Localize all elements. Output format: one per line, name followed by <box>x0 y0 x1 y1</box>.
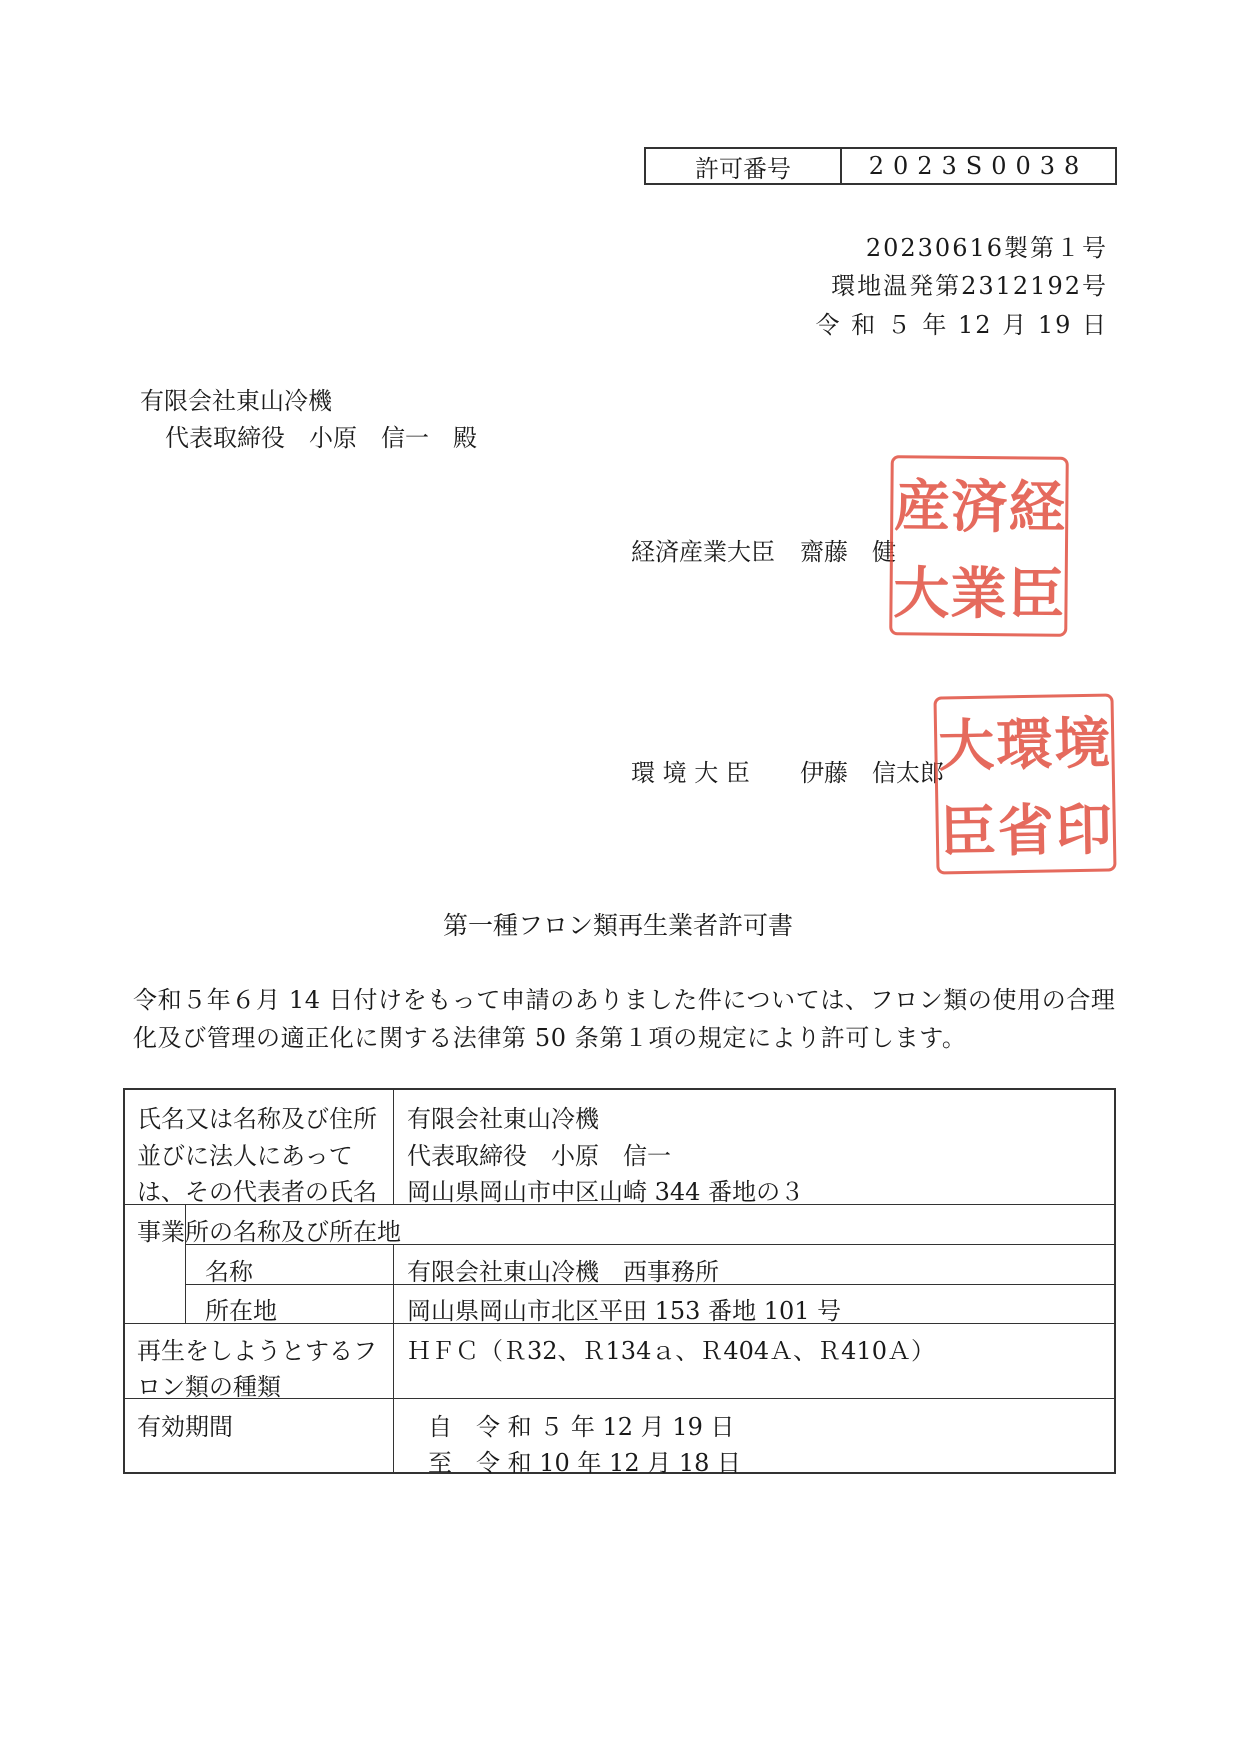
office-header: 事業所の名称及び所在地 <box>137 1218 401 1246</box>
fluorocarbon-header-line-2: ロン類の種類 <box>137 1373 281 1401</box>
fluorocarbon-header-line-1: 再生をしようとするフ <box>137 1337 377 1365</box>
addressee-company: 有限会社東山冷機 <box>140 387 332 415</box>
validity-to: 至 令 和 10 年 12 月 18 日 <box>428 1449 742 1477</box>
issue-date: 令 和 ５ 年 12 月 19 日 <box>815 311 1108 339</box>
environment-minister-seal: 大 環 境 臣 省 印 <box>933 693 1116 874</box>
minister-2-name: 伊藤 信太郎 <box>800 759 944 787</box>
minister-1-name: 齋藤 健 <box>800 538 896 566</box>
permit-number-label: 許可番号 <box>646 149 842 183</box>
body-line-2: 化及び管理の適正化に関する法律第 50 条第１項の規定により許可します。 <box>133 1024 967 1052</box>
validity-from: 自 令 和 ５ 年 12 月 19 日 <box>428 1413 735 1441</box>
applicant-address: 岡山県岡山市中区山崎 344 番地の３ <box>407 1178 805 1206</box>
meti-minister-seal: 産 済 経 大 業 臣 <box>889 455 1069 637</box>
office-name-label: 名称 <box>205 1258 253 1286</box>
validity-header: 有効期間 <box>137 1413 233 1441</box>
permit-number-value: 2023S0038 <box>868 152 1089 180</box>
permit-number-box <box>644 147 1117 185</box>
permit-detail-table <box>123 1088 1116 1477</box>
document-title: 第一種フロン類再生業者許可書 <box>443 911 794 940</box>
minister-1-title: 経済産業大臣 <box>631 538 775 566</box>
applicant-header-line-1: 氏名又は名称及び住所 <box>137 1105 377 1133</box>
fluorocarbon-types-value: ＨＦＣ（Ｒ32、Ｒ134ａ、Ｒ404Ａ、Ｒ410Ａ） <box>407 1337 935 1365</box>
reference-number-1: 20230616製第１号 <box>865 234 1108 262</box>
office-location-value: 岡山県岡山市北区平田 153 番地 101 号 <box>407 1297 842 1325</box>
body-line-1: 令和５年６月 14 日付けをもって申請のありました件については、フロン類の使用の合理 <box>133 986 1116 1014</box>
minister-2-title: 環 境 大 臣 <box>631 759 750 787</box>
reference-number-2: 環地温発第2312192号 <box>831 272 1108 300</box>
applicant-header-line-2: 並びに法人にあって <box>137 1142 353 1170</box>
applicant-name: 有限会社東山冷機 <box>407 1105 599 1133</box>
addressee-representative: 代表取締役 小原 信一 殿 <box>165 424 477 452</box>
office-name-value: 有限会社東山冷機 西事務所 <box>407 1258 719 1286</box>
office-location-label: 所在地 <box>205 1297 277 1325</box>
applicant-representative: 代表取締役 小原 信一 <box>407 1142 671 1170</box>
applicant-header-line-3: は、その代表者の氏名 <box>137 1178 377 1206</box>
